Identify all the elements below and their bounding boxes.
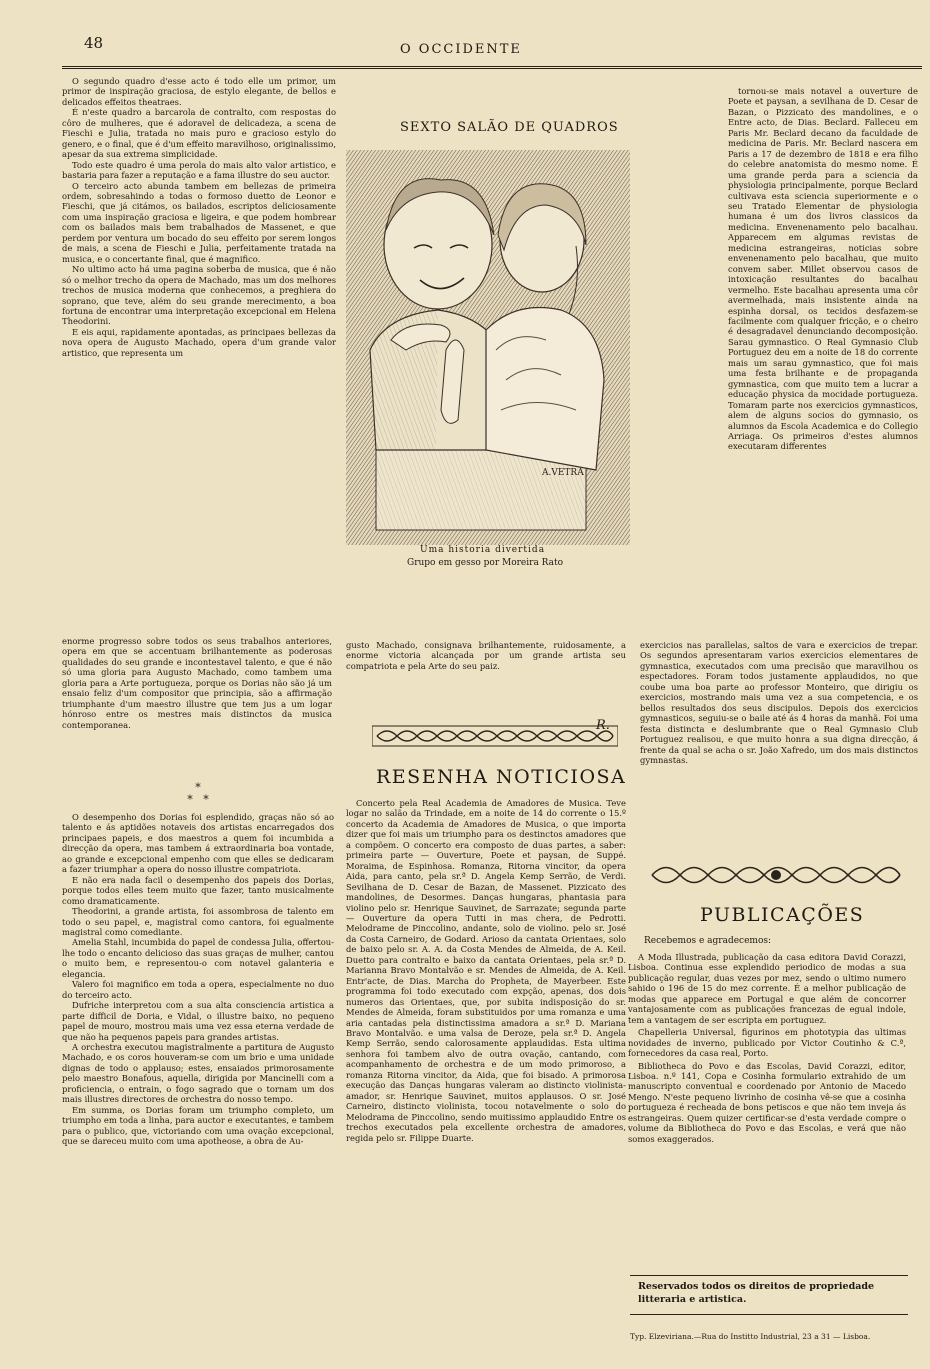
news-section-title: RESENHA NOTICIOSA <box>376 766 627 788</box>
publications-list <box>628 952 906 1272</box>
paragraph: Theodorini, a grande artista, foi assombrosa de talento em todo o seu papel, e, magistral como cantora, foi egualmente magistral como comediante. <box>62 906 334 937</box>
paragraph: Concerto pela Real Academia de Amadores de Musica. Teve logar no salão da Trindade, em a noite de 14 do corrente o 15.º concerto da Academia de Amadores de Musica, o que importa dizer que foi mais um triumpho para os destinctos amadores que a compõem. O concerto era composto de duas partes, a saber: primeira parte — Ouverture, Poete et paysan, de Suppé. Moraima, de Espinhosa. Romanza, Ritorna vincitor, da opera Aida, para canto, pela sr.ª D. Angela Kemp Serrão, de Verdi. Sevilhana de D. Cesar de Bazan, de Massenet. Pizzicato des mandolines, de Desormes. Danças hungaras, phantasia para violino pelo sr. Henrique Sauvinet, de Sarrazate; segunda parte — Ouverture da opera Tutti in mas chera, de Pedrotti. Melodrame de Pinccolino, andante, solo de violino. pelo sr. José da Costa Carneiro, de Godard. Arioso da cantata Orientaes, solo de baixo pelo sr. A. A. da Costa Mendes de Almeida, de A. Keil. Duetto para contralto e baixo da cantata Orientaes, pela sr.ª D. Marianna Bravo Montalvão e sr. Mendes de Almeida, de A. Keil. Entr'acte, de Dias. Marcha do Propheta, de Mayerbeer. Este programma foi todo executado com expção, apenas, dos dois numeros das Orientaes, que, por subita indisposição do sr. Mendes de Almeida, foram substituidos por uma romanza e uma aria cantadas pela distinctissima amadora a sr.ª D. Mariana Bravo Montalvão. e uma valsa de Deroze, pela sr.ª D. Angela Kemp Serrão, sendo calorosamente applaudidas. Esta ultima senhora foi tambem alvo de outra ovação, cantando, com acompanhamento de orchestra e de um modo primoroso, a romanza Ritorna vincitor, da Aida, que foi bisado. A primorosa execução das Danças hungaras valeram ao distincto violinista-amador, sr. Henrique Sauvinet, muitos applausos. O sr. José Carneiro, distincto violinista, tocou notavelmente o solo do Melodrama de Pinccolino, sendo muitissimo applaudido Entre os trechos executados pela excellente orchestra de amadores, regida pelo sr. Filippe Duarte. <box>346 798 626 1143</box>
paragraph: Dufriche interpretou com a sua alta consciencia artistica a parte difficil de Doria, e Vidal, o illustre baixo, no pequeno papel de mouro, mostrou mais uma vez essa eterna verdade de que não ha pequenos papeis para grandes artistas. <box>62 1000 334 1042</box>
middle-column-news <box>346 798 626 1363</box>
paragraph: O desempenho dos Dorias foi esplendido, graças não só ao talento e ás aptidões notaveis dos artistas encarregados dos principaes papeis, e dos maestros a quem foi incumbida a direcção da opera, mas tambem á extraordinaria boa vontade, ao grande e excepcional empenho com que elles se dedicaram a fazer triumphar a opera do nosso illustre compatriota. <box>62 812 334 875</box>
ornament-divider-publications <box>646 858 906 892</box>
imprint: Typ. Elzeviriana.—Rua do Institto Industrial, 23 a 31 — Lisboa. <box>630 1332 871 1341</box>
publication-item: Chapelleria Universal, figurinos em phototypia das ultimas novidades de inverno, publicado por Victor Coutinho & C.ª, fornecedores da casa real, Porto. <box>628 1027 906 1059</box>
paragraph: E eis aqui, rapidamente apontadas, as principaes bellezas da nova opera de Augusto Machado, opera d'um grande valor artistico, que representa um <box>62 326 336 358</box>
paragraph: Todo este quadro é uma perola do mais alto valor artistico, e bastaria para fazer a reputação e a fama illustre do seu auctor. <box>62 159 336 181</box>
star-bottom: * * <box>187 793 209 806</box>
publication-item: Bibliotheca do Povo e das Escolas, David Corazzi, editor, Lisboa. n.º 141, Copa e Cosinha formulario extrahido de um manuscripto conventual e coordenado por Antonio de Macedo Mengo. N'este pequeno livrinho de cosinha vê-se que a cosinha portugueza é recheada de bons petiscos e que não tem inveja ás estrangeiras. Quem quizer certificar-se d'esta verdade compre o volume da Bibliotheca do Povo e das Escolas, e verá que não somos exaggerados. <box>628 1060 906 1144</box>
middle-column-top <box>346 640 626 702</box>
left-column-wide <box>62 636 332 775</box>
figure-section-title: SEXTO SALÃO DE QUADROS <box>400 120 619 135</box>
section-stars <box>168 782 228 806</box>
figure-caption-subtitle: Grupo em gesso por Moreira Rato <box>407 558 564 568</box>
page-number: 48 <box>84 34 104 52</box>
paragraph: exercicios nas parallelas, saltos de vara e exercicios de trepar. Os segundos apresentaram varios exercicios elementares de gymnastica, executados com uma precisão que maravilhou os espectadores. Foram todos justamente applaudidos, no que coube uma boa parte ao professor Monteiro, que dirigiu os exercicios, mostrando mais uma vez a sua competencia, e os bellos resultados dos seus discipulos. Depois dos exercicios gymnasticos, seguiu-se o baile até ás 4 horas da manhã. Foi uma festa distincta e deslumbrante que o Real Gymnasio Club Portuguez realisou, e que muito honra a sua digna direcção, á frente da qual se acha o sr. João Xafredo, um dos mais distinctos gymnastas. <box>640 640 918 765</box>
girl-torso <box>486 308 604 471</box>
left-column-top <box>62 76 336 636</box>
paragraph: enorme progresso sobre todos os seus trabalhos anteriores, opera em que se accentuam brilhantemente as poderosas qualidades do seu grande e incontestavel talento, e que é não só uma gloria para Augusto Machado, como tambem uma gloria para a Arte portugueza, porque os Dorias não são já um ensaio feliz d'um compositor que principia, são a affirmação triumphante d'um maestro illustre que tem jus a um logar hónroso entre os mestres mais distinctos da musica contemporanea. <box>62 636 332 730</box>
star-top: * <box>195 781 201 794</box>
ornament-divider <box>372 722 618 750</box>
right-column-wide <box>640 640 918 848</box>
paragraph: Amelia Stahl, incumbida do papel de condessa Julia, offertou-lhe todo o encanto delicioso das suas graças de mulher, cantou o muito bem, e representou-o com notavel galanteria e elegancia. <box>62 937 334 979</box>
right-column-top <box>728 86 918 640</box>
paragraph: tornou-se mais notavel a ouverture de Poete et paysan, a sevilhana de D. Cesar de Bazan, o Pizzicato des mandolines, e o Entre acto, de Dias. Beclard. Falleceu em Paris Mr. Beclard decano da faculdade de medicina de Paris. Mr. Beclard nascera em Paris a 17 de dezembro de 1818 e era filho do celebre anatomista do mesmo nome. É uma grande perda para a sciencia da physiologia principalmente, porque Beclard cultivava esta sciencia superiormente e o seu Tratado Elementar de physiologia humana é um dos livros classicos da medicina. Envenenamento pelo bacalhau. Apparecem em algumas revistas de medicina estrangeiras, noticias sobre envenenamento pelo bacalhau, que muito convem saber. Millet observou casos de intoxicação resultantes do bacalhau vermelho. Este bacalhau apresenta uma côr avermelhada, mais insistente ainda na espinha dorsal, os tecidos desfazem-se facilmente com qualquer fricção, e o cheiro é desagradavel denunciando decomposição. Sarau gymnastico. O Real Gymnasio Club Portuguez deu em a noite de 18 do corrente mais um sarau gymnastico, que foi mais uma festa brilhante e de propaganda gymnastica, com que muito tem a lucrar a educação physica da mocidade portugueza. Tomaram parte nos exercicios gymnasticos, alem de alguns socios do gymnasio, os alumnos da Escola Academica e do Collegio Arriaga. Os primeiros d'estes alumnos executaram differentes <box>728 86 918 452</box>
paragraph: gusto Machado, consignava brilhantemente, ruidosamente, a enorme victoria alcançada por um grande artista seu compatriota e pela Arte do seu paiz. <box>346 640 626 671</box>
rights-notice-box <box>630 1275 908 1315</box>
publication-item: A Moda Illustrada, publicação da casa editora David Corazzi, Lisboa. Continua esse explendido periodico de modas a sua publicação regular, duas vezes por mez, sendo o ultimo numero sahido o 196 de 15 do mez corrente. É a melhor publicação de modas que apparece em Portugal e que além de concorrer vantajosamente com as publicações francezas de egual indole, tem a vantagem de ser escripta em portuguez. <box>628 952 906 1025</box>
header-rule <box>62 66 922 69</box>
left-column-bottom <box>62 812 334 1360</box>
paragraph: A orchestra executou magistralmente a partitura de Augusto Machado, e os coros houveram-se com um brio e uma unidade dignas de todo o applauso; estes, ensaiados primorosamente pelo maestro Bonafous, aquella, dirigida por Mancinelli com a proficiencia, o entrain, o fogo sagrado que o tornam um dos mais illustres directores de orchestra do nosso tempo. <box>62 1041 334 1105</box>
paragraph: O segundo quadro d'esse acto é todo elle um primor, um primor de inspiração graciosa, de estylo elegante, de bellos e delicados effeitos theatraes. <box>62 76 336 107</box>
author-initial: R. <box>596 718 610 733</box>
paragraph: Valero foi magnifico em toda a opera, especialmente no duo do terceiro acto. <box>62 979 334 1000</box>
rights-notice: Reservados todos os direitos de propriedade litteraria e artistica. <box>638 1281 875 1305</box>
sculpture-illustration <box>346 150 630 545</box>
paragraph: O terceiro acto abunda tambem em bellezas de primeira ordem, sobresahindo a todas o formoso duetto de Leonor e Fieschi, que já citámos, os bailados, escriptos deliciosamente com uma inspiração graciosa e ligeira, e que podem hombrear com os bailados mais bem trabalhados de Massenet, e que perdem por ventura um bocado do seu effeito por serem longos de mais, a scena de Fieschi e Julia, perfeitamente tratada na musica, e o concertante final, que é magnifico. <box>62 180 336 264</box>
publications-intro: Recebemos e agradecemos: <box>644 936 772 946</box>
figure-caption-title: Uma historia divertida <box>420 545 546 555</box>
running-title: O OCCIDENTE <box>400 42 522 57</box>
paragraph: E não era nada facil o desempenho dos papeis dos Dorias, porque todos elles teem muito que fazer, tanto musicalmente como dramaticamente. <box>62 874 334 906</box>
paragraph: É n'este quadro a barcarola de contralto, com respostas do côro de mulheres, que é adoravel de delicadeza, a scena de Fieschi e Julia, tratada no mais puro e gracioso estylo do genero, e o final, que é d'um effeito maravilhoso, originalissimo, apesar da sua extrema simplicidade. <box>62 107 336 160</box>
paragraph: Em summa, os Dorias foram um triumpho completo, um triumpho em toda a linha, para auctor e executantes, e tambem para o publico, que, victoriando com uma ovação excepcional, que se dareceu muito com uma apotheose, a obra de Au- <box>62 1104 334 1147</box>
paragraph: No ultimo acto há uma pagina soberba de musica, que é não só o melhor trecho da opera de Machado, mas um dos melhores trechos de musica moderna que conhecemos, a preghiera do soprano, que teve, além do seu grande merecimento, a boa fortuna de encontrar uma interpretação excepcional em Helena Theodorini. <box>62 264 336 327</box>
publications-section-title: PUBLICAÇÕES <box>700 904 865 926</box>
sculpture-signature: A.VETRA <box>542 468 584 478</box>
